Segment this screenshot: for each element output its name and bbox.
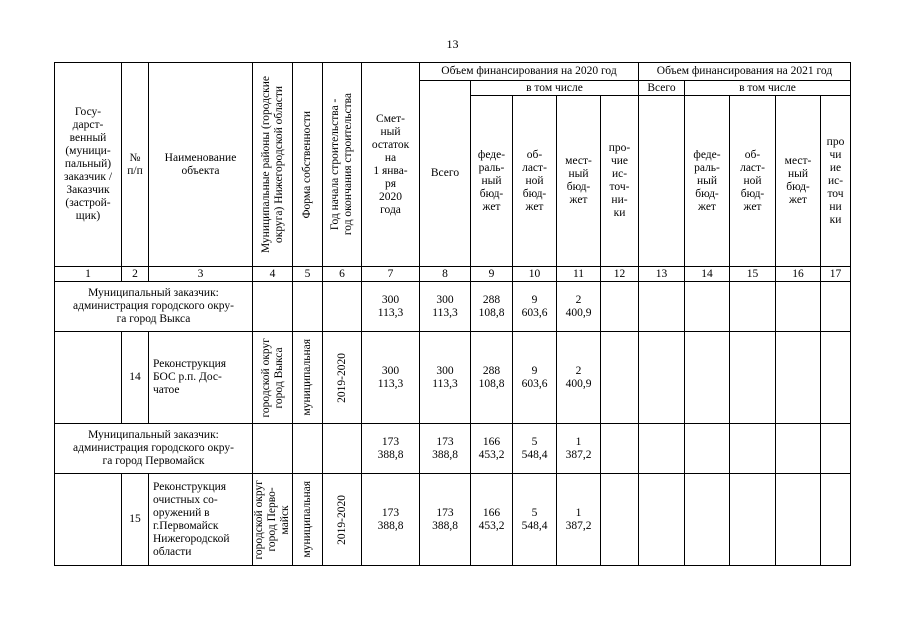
header-total-2021: Всего <box>639 81 685 96</box>
header-federal-2021: феде- раль- ный бюд- жет <box>685 96 730 267</box>
header-customer: Госу- дарст- венный (муници- пальный) заказчик / Заказчик (застрой- щик) <box>55 63 122 267</box>
header-local-2021: мест- ный бюд- жет <box>776 96 821 267</box>
cell-ownership: муниципальная <box>293 332 323 424</box>
group-customer: Муниципальный заказчик: администрация городского окру- га город Выкса <box>55 282 253 332</box>
financing-table <box>54 62 851 566</box>
column-number: 16 <box>776 267 821 282</box>
header-num: № п/п <box>122 63 149 267</box>
cell-local: 1 387,2 <box>557 474 601 566</box>
column-number: 13 <box>639 267 685 282</box>
header-fin-2020: Объем финансирования на 2020 год <box>420 63 639 81</box>
cell-object-name: Реконструкция очистных со- оружений в г.Первомайск Нижегородской области <box>149 474 253 566</box>
object-row <box>55 474 851 566</box>
column-number: 11 <box>557 267 601 282</box>
cell-total: 300 113,3 <box>420 332 471 424</box>
header-district: Муниципальные районы (городские округа) Нижегородской области <box>253 63 293 267</box>
header-total-2021-blank <box>639 96 685 267</box>
header-estimated: Смет- ный остаток на 1 янва- ря 2020 года <box>362 63 420 267</box>
cell-federal: 288 108,8 <box>471 282 513 332</box>
header-other-2020: про- чие ис- точ- ни- ки <box>601 96 639 267</box>
cell-estimated: 173 388,8 <box>362 424 420 474</box>
header-federal-2020: феде- раль- ный бюд- жет <box>471 96 513 267</box>
column-number: 17 <box>821 267 851 282</box>
object-row <box>55 332 851 424</box>
cell-regional: 9 603,6 <box>513 282 557 332</box>
group-row <box>55 282 851 332</box>
column-number: 12 <box>601 267 639 282</box>
page-number: 13 <box>446 37 459 51</box>
cell-district: городской округ город Выкса <box>253 332 293 424</box>
cell-total: 300 113,3 <box>420 282 471 332</box>
header-object-name: Наименование объекта <box>149 63 253 267</box>
column-number: 4 <box>253 267 293 282</box>
cell-regional: 5 548,4 <box>513 474 557 566</box>
column-number: 3 <box>149 267 253 282</box>
cell-regional: 5 548,4 <box>513 424 557 474</box>
header-including-2021: в том числе <box>685 81 851 96</box>
column-number: 2 <box>122 267 149 282</box>
group-row <box>55 424 851 474</box>
header-ownership: Форма собственности <box>293 63 323 267</box>
column-number: 10 <box>513 267 557 282</box>
header-years: Год начала строительства - год окончания строительства <box>323 63 362 267</box>
cell-regional: 9 603,6 <box>513 332 557 424</box>
cell-local: 2 400,9 <box>557 282 601 332</box>
column-number: 14 <box>685 267 730 282</box>
cell-federal: 288 108,8 <box>471 332 513 424</box>
cell-federal: 166 453,2 <box>471 424 513 474</box>
cell-num: 15 <box>122 474 149 566</box>
group-customer: Муниципальный заказчик: администрация городского окру- га город Первомайск <box>55 424 253 474</box>
header-row-1 <box>55 63 851 81</box>
cell-estimated: 300 113,3 <box>362 282 420 332</box>
cell-local: 2 400,9 <box>557 332 601 424</box>
header-other-2021: про чи ие ис- точ ни ки <box>821 96 851 267</box>
cell-federal: 166 453,2 <box>471 474 513 566</box>
column-number: 15 <box>730 267 776 282</box>
cell-object-name: Реконструкция БОС р.п. Дос- чатое <box>149 332 253 424</box>
cell-years: 2019-2020 <box>323 474 362 566</box>
cell-total: 173 388,8 <box>420 474 471 566</box>
column-number: 1 <box>55 267 122 282</box>
column-number: 6 <box>323 267 362 282</box>
header-regional-2021: об- ласт- ной бюд- жет <box>730 96 776 267</box>
column-number: 8 <box>420 267 471 282</box>
cell-local: 1 387,2 <box>557 424 601 474</box>
cell-district: городской округ город Перво- майск <box>253 474 293 566</box>
cell-ownership: муниципальная <box>293 474 323 566</box>
cell-total: 173 388,8 <box>420 424 471 474</box>
cell-num: 14 <box>122 332 149 424</box>
column-number: 9 <box>471 267 513 282</box>
column-number: 7 <box>362 267 420 282</box>
cell-estimated: 300 113,3 <box>362 332 420 424</box>
header-regional-2020: об- ласт- ной бюд- жет <box>513 96 557 267</box>
header-including-2020: в том числе <box>471 81 639 96</box>
header-total-2020: Всего <box>420 81 471 267</box>
cell-estimated: 173 388,8 <box>362 474 420 566</box>
cell-years: 2019-2020 <box>323 332 362 424</box>
header-local-2020: мест- ный бюд- жет <box>557 96 601 267</box>
column-number-row <box>55 267 851 282</box>
column-number: 5 <box>293 267 323 282</box>
header-fin-2021: Объем финансирования на 2021 год <box>639 63 851 81</box>
